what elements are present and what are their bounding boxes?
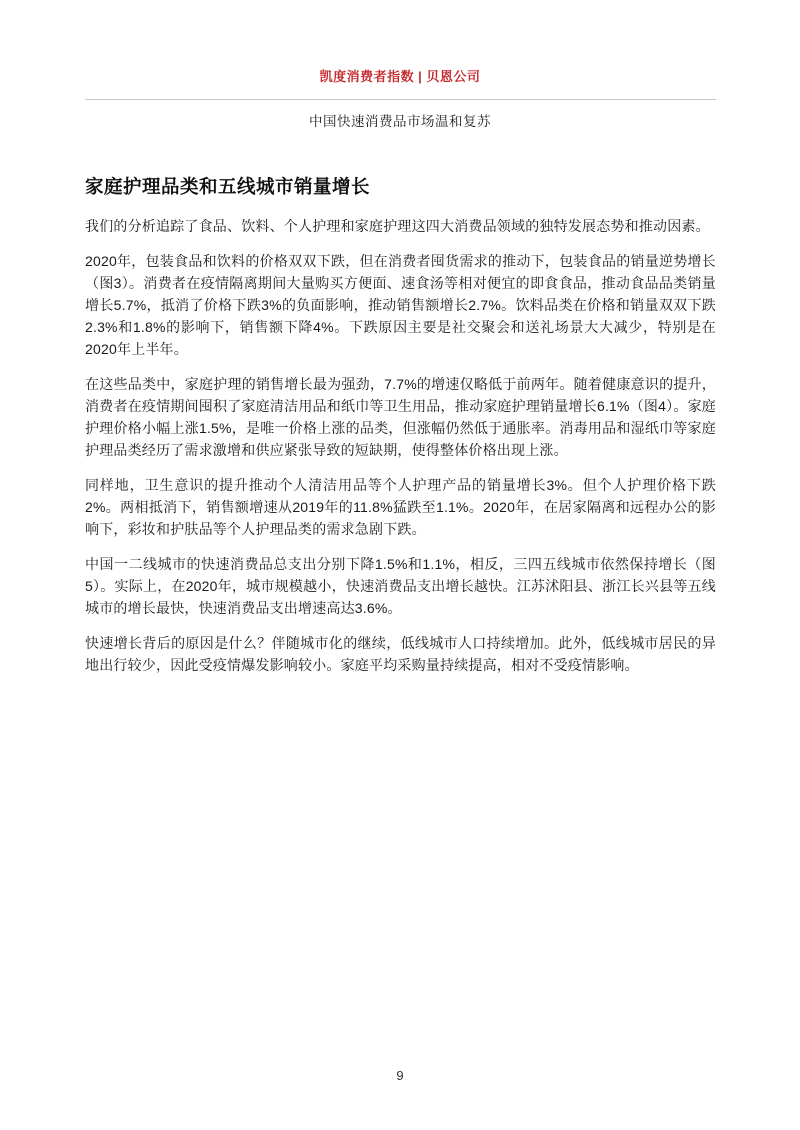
brand-header: 凯度消费者指数 | 贝恩公司 [319,69,481,84]
article-body [85,215,716,689]
paragraph: 同样地，卫生意识的提升推动个人清洁用品等个人护理产品的销量增长3%。但个人护理价格下跌2%。两相抵消下，销售额增速从2019年的11.8%猛跌至1.1%。2020年，在居家隔离和远程办公的影响下，彩妆和护肤品等个人护理品类的需求急剧下跌。 [85,477,716,537]
paragraph: 在这些品类中，家庭护理的销售增长最为强劲，7.7%的增速仅略低于前两年。随着健康意识的提升，消费者在疫情期间囤积了家庭清洁用品和纸巾等卫生用品，推动家庭护理销量增长6.1%（图4）。家庭护理价格小幅上涨1.5%，是唯一价格上涨的品类，但涨幅仍然低于通胀率。消毒用品和湿纸巾等家庭护理品类经历了需求激增和供应紧张导致的短缺期，使得整体价格出现上涨。 [85,376,716,458]
section-heading: 家庭护理品类和五线城市销量增长 [85,176,371,197]
paragraph: 中国一二线城市的快速消费品总支出分别下降1.5%和1.1%，相反，三四五线城市依然保持增长（图5）。实际上，在2020年，城市规模越小，快速消费品支出增长越快。江苏沭阳县、浙江长兴县等五线城市的增长最快，快速消费品支出增速高达3.6%。 [85,556,716,616]
paragraph: 2020年，包装食品和饮料的价格双双下跌，但在消费者囤货需求的推动下，包装食品的销量逆势增长（图3）。消费者在疫情隔离期间大量购买方便面、速食汤等相对便宜的即食食品，推动食品品类销量增长5.7%，抵消了价格下跌3%的负面影响，推动销售额增长2.7%。饮料品类在价格和销量双双下跌2.3%和1.8%的影响下，销售额下降4%。下跌原因主要是社交聚会和送礼场景大大减少，特别是在2020年上半年。 [85,253,716,357]
paragraph: 快速增长背后的原因是什么？伴随城市化的继续，低线城市人口持续增加。此外，低线城市居民的异地出行较少，因此受疫情爆发影响较小。家庭平均采购量持续提高，相对不受疫情影响。 [85,635,716,673]
header-divider [85,99,716,100]
paragraph: 我们的分析追踪了食品、饮料、个人护理和家庭护理这四大消费品领域的独特发展态势和推动因素。 [85,218,710,234]
page-number: 9 [396,1068,404,1083]
report-running-title: 中国快速消费品市场温和复苏 [309,114,491,129]
